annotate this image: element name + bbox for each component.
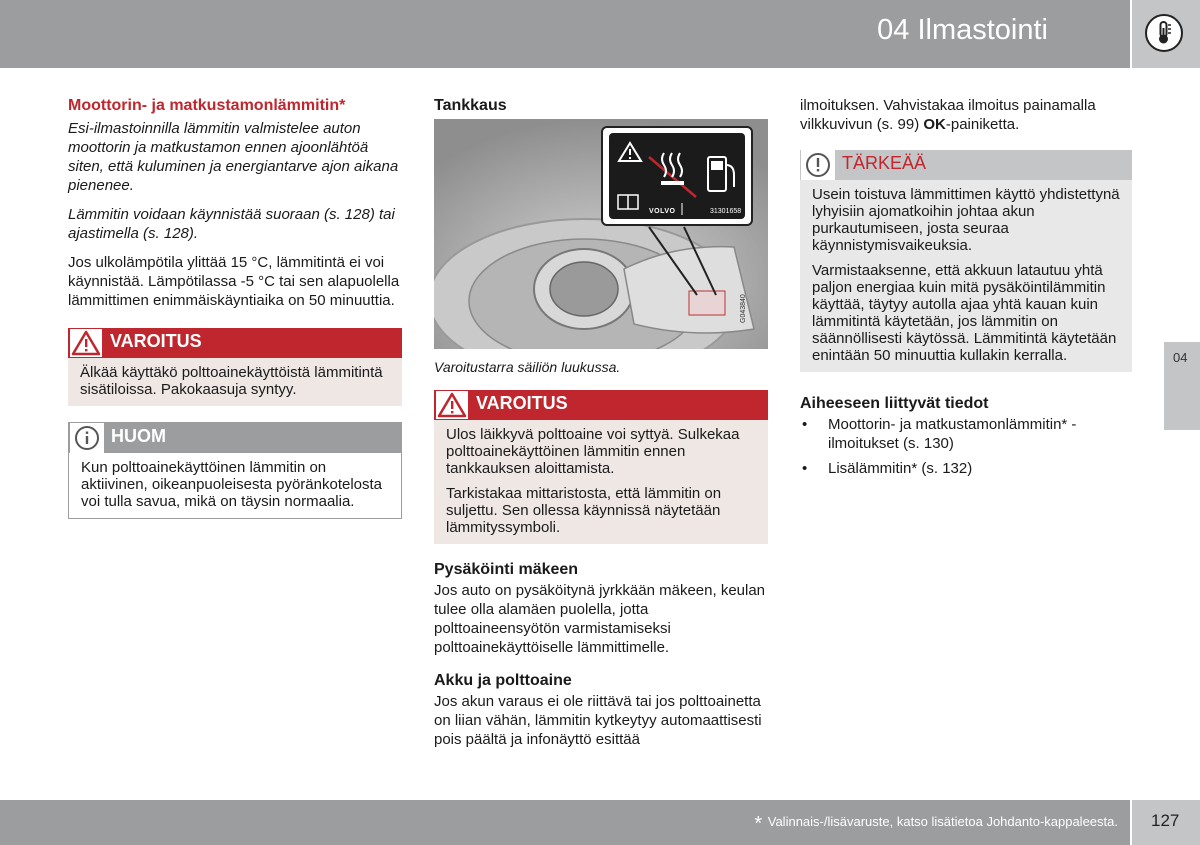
column-3: [800, 96, 1132, 484]
refuelling-heading: Tankkaus: [434, 97, 507, 114]
related-link[interactable]: • Lisälämmitin* (s. 132): [800, 459, 1132, 478]
parking-heading: Pysäköinti mäkeen: [434, 561, 579, 578]
important-body: [800, 180, 1132, 372]
chapter-icon-box: [1132, 0, 1200, 68]
heater-intro: Esi-ilmastoinnilla lämmitin valmistelee auton moottorin ja matkustamon ennen ajoonlähtöä siten, että kuluminen ja energiantarve ajon aikana pienenee.: [68, 120, 399, 194]
figure-id: G043840: [740, 294, 747, 323]
fuel-flap-figure: [434, 119, 768, 349]
note-body: [69, 453, 401, 518]
continued-text-start: ilmoituksen. Vahvistakaa ilmoitus painamalla vilkkuvivun (s. 99): [800, 97, 1096, 133]
battery-text: Jos akun varaus ei ole riittävä tai jos polttoainetta on liian vähän, lämmitin kytkeytyy automaattisesti pois päältä ja infonäyttö esittää: [434, 693, 762, 748]
warning-header: [68, 328, 402, 358]
heater-start-info: Lämmitin voidaan käynnistää suoraan (s. 128) tai ajastimella (s. 128).: [68, 206, 395, 242]
warning-title: VAROITUS: [476, 393, 568, 413]
heater-heading: Moottorin- ja matkustamonlämmitin*: [68, 97, 346, 114]
side-tab-label: 04: [1173, 350, 1188, 365]
warning-triangle-icon: [436, 391, 468, 419]
note-header: [69, 423, 401, 453]
warning-text: Tarkistakaa mittaristosta, että lämmitin on suljettu. Sen ollessa käynnissä näytetään lämmityssymboli.: [446, 485, 722, 536]
warning-text: Älkää käyttäkö polttoainekäyttöistä lämmitintä sisätiloissa. Pakokaasuja syntyy.: [80, 364, 383, 398]
chapter-side-tab: [1164, 342, 1200, 430]
parking-text: Jos auto on pysäköitynä jyrkkään mäkeen, keulan tulee olla alamäen puolella, jotta polttoaineensyötön varmistamiseksi polttoainekäyttöiselle lämmittimelle.: [434, 582, 766, 656]
footnote: [754, 813, 1118, 836]
note-title: HUOM: [111, 426, 166, 446]
note-box: [68, 422, 402, 519]
related-link[interactable]: • Moottorin- ja matkustamonlämmitin* - ilmoitukset (s. 130): [800, 415, 1132, 453]
warning-title: VAROITUS: [110, 331, 202, 351]
fuel-flap-illustration: [434, 119, 768, 349]
thermometer-icon: [1145, 14, 1183, 52]
info-icon: [70, 423, 104, 453]
page-footer: [0, 800, 1130, 845]
warning-box: [68, 328, 402, 406]
continued-text: [800, 96, 1132, 134]
exclamation-icon: [801, 150, 835, 180]
related-list: [800, 415, 1132, 478]
important-title: TÄRKEÄÄ: [842, 153, 927, 173]
sticker-code: 31301658: [710, 208, 742, 215]
important-text: Varmistaaksenne, että akkuun latautuu yhtä paljon energiaa kuin mitä pysäköintilämmitin käyttää, täytyy autolla ajaa yhtä kauan kuin lämmitintä käytetään, jos lämmitin on säännöllisesti käytössä. Lämmitintä käytetään enintään 50 minuuttia kullakin kerralla.: [812, 262, 1117, 364]
chapter-title: 04 Ilmastointi: [877, 14, 1048, 46]
heater-temperature-info: Jos ulkolämpötila ylittää 15 °C, lämmitintä ei voi käynnistää. Lämpötilassa -5 °C tai sen alapuolella lämmittimen enimmäiskäyntiaika on 50 minuuttia.: [68, 254, 400, 309]
related-heading: Aiheeseen liittyvät tiedot: [800, 395, 989, 412]
warning-header: [434, 390, 768, 420]
warning-text: Ulos läikkyvä polttoaine voi syttyä. Sulkekaa polttoainekäyttöinen lämmitin ennen tankkauksen aloittamista.: [446, 426, 740, 477]
continued-text-end: -painiketta.: [945, 116, 1020, 133]
important-box: [800, 150, 1132, 372]
column-2: [434, 96, 768, 759]
warning-body: [68, 358, 402, 406]
warning-box: [434, 390, 768, 544]
chapter-header: [0, 0, 1130, 68]
page-number: 127: [1151, 811, 1180, 830]
footnote-text: Valinnais-/lisävaruste, katso lisätietoa Johdanto-kappaleesta.: [767, 814, 1118, 829]
figure-caption: Varoitustarra säiliön luukussa.: [434, 359, 621, 375]
warning-body: [434, 420, 768, 544]
column-1: [68, 96, 402, 519]
warning-triangle-icon: [70, 329, 102, 357]
ok-button-label: OK: [923, 116, 946, 133]
sticker-brand: VOLVO: [649, 208, 676, 215]
battery-heading: Akku ja polttoaine: [434, 672, 572, 689]
page-number-box: [1132, 800, 1200, 845]
important-text: Usein toistuva lämmittimen käyttö yhdistettynä lyhyisiin ajomatkoihin johtaa akun purkautumiseen, josta seuraa käynnistymisvaikeuksia.: [812, 186, 1120, 254]
important-header: [800, 150, 1132, 180]
footnote-star: *: [754, 813, 763, 835]
note-text: Kun polttoainekäyttöinen lämmitin on aktiivinen, oikeanpuoleisesta pyöränkotelosta voi tulla savua, mikä on täysin normaalia.: [81, 459, 383, 510]
